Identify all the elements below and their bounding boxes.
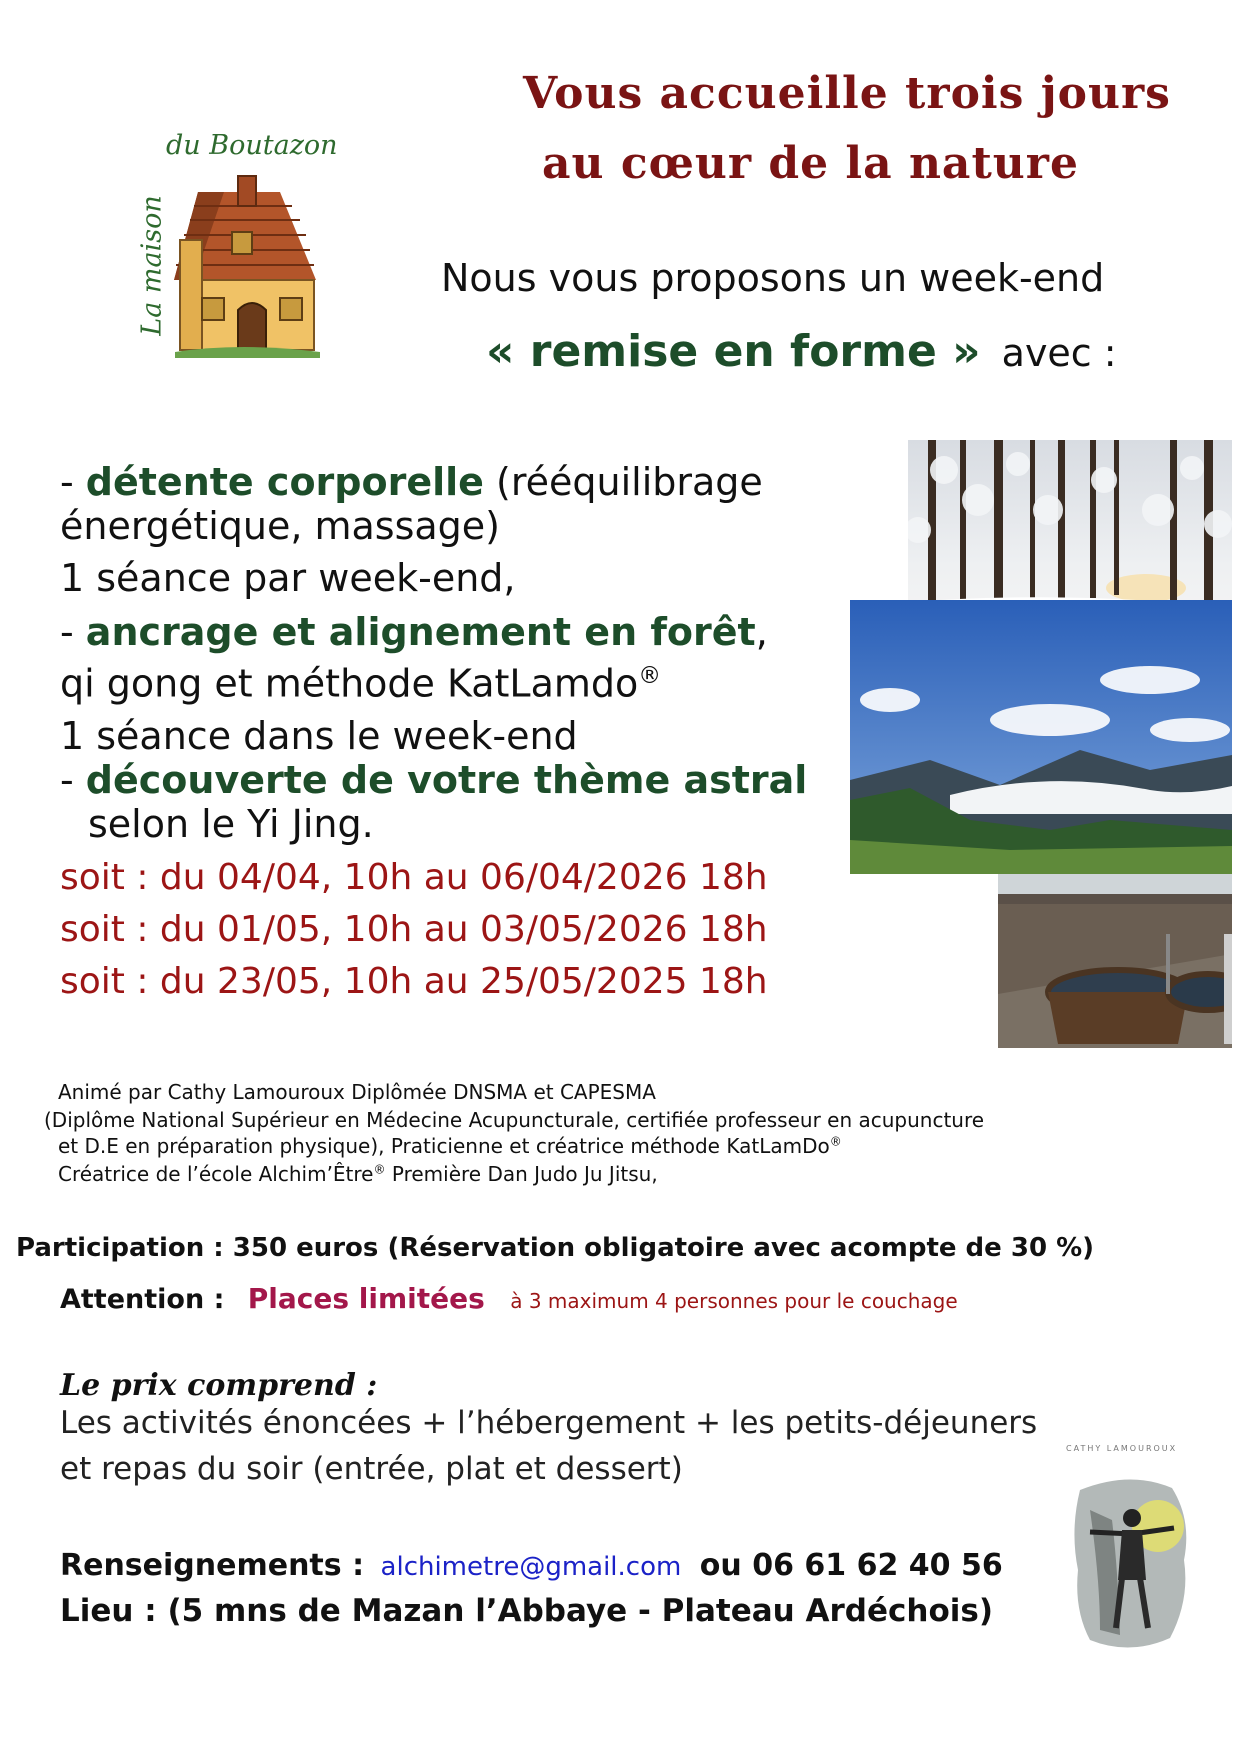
photo-snowy-forest — [908, 440, 1232, 620]
activity-1-dash: - — [60, 460, 86, 504]
activity-2-rest: , — [755, 610, 768, 654]
registered-mark: ® — [373, 1162, 386, 1177]
photo-wooden-tubs — [998, 874, 1232, 1048]
activity-2-line2: qi gong et méthode KatLamdo — [60, 661, 639, 706]
remise-en-forme-title: « remise en forme » — [486, 326, 981, 377]
intro-text: Nous vous proposons un week-end — [441, 256, 1105, 300]
participation-text: Participation : 350 euros (Réservation obligatoire avec acompte de 30 %) — [16, 1233, 1095, 1263]
activity-1-rest: (rééquilibrage — [483, 460, 763, 504]
registered-mark: ® — [829, 1134, 842, 1149]
attention-line — [60, 1282, 958, 1315]
logo-side-text: La maison — [136, 195, 168, 336]
activity-2-dash: - — [60, 610, 86, 654]
header-line-2: au cœur de la nature — [542, 138, 1079, 189]
prix-line-1: Les activités énoncées + l’hébergement + les petits-déjeuners — [60, 1405, 1038, 1441]
activity-3-line2: selon le Yi Jing. — [88, 802, 374, 846]
figure-icon — [1060, 1460, 1200, 1660]
avec-text: avec : — [1001, 331, 1117, 375]
activity-2 — [60, 610, 768, 758]
places-detail: à 3 maximum 4 personnes pour le couchage — [510, 1289, 958, 1313]
activity-2-title: ancrage et alignement en forêt — [85, 610, 756, 654]
prix-line-2: et repas du soir (entrée, plat et dessert) — [60, 1451, 683, 1487]
photo-mountain-landscape — [850, 600, 1232, 874]
activity-3-title: découverte de votre thème astral — [85, 758, 808, 802]
animator-line-4 — [58, 1162, 658, 1186]
logo-cathy-lamouroux — [1060, 1440, 1200, 1670]
phone-number: ou 06 61 62 40 56 — [699, 1548, 1003, 1583]
attention-label: Attention : — [60, 1284, 225, 1315]
activity-2-line3: 1 séance dans le week-end — [60, 713, 578, 758]
animator-line-4a: Créatrice de l’école Alchim’Être — [58, 1162, 374, 1186]
animator-line-3 — [58, 1134, 842, 1158]
contact-line — [60, 1548, 1003, 1583]
remise-line — [486, 326, 1117, 377]
logo-top-text: du Boutazon — [166, 130, 338, 161]
email-link[interactable]: alchimetre@gmail.com — [380, 1552, 682, 1582]
date-2: soit : du 01/05, 10h au 03/05/2026 18h — [60, 909, 768, 950]
header-line-1: Vous accueille trois jours — [523, 68, 1171, 119]
prix-title: Le prix comprend : — [60, 1368, 378, 1403]
animator-line-2: (Diplôme National Supérieur en Médecine Acupuncturale, certifiée professeur en acupuncture — [44, 1108, 985, 1132]
activity-1 — [60, 460, 763, 600]
logo-caption: CATHY LAMOUROUX — [1066, 1444, 1178, 1453]
contact-label: Renseignements : — [60, 1548, 365, 1583]
activity-3-dash: - — [60, 758, 86, 802]
date-1: soit : du 04/04, 10h au 06/04/2026 18h — [60, 857, 768, 898]
activity-3 — [60, 758, 807, 846]
date-3: soit : du 23/05, 10h au 25/05/2025 18h — [60, 961, 768, 1002]
activity-1-line3: 1 séance par week-end, — [60, 556, 516, 600]
animator-line-1: Animé par Cathy Lamouroux Diplômée DNSMA et CAPESMA — [58, 1080, 656, 1104]
logo-maison-boutazon — [120, 130, 350, 360]
registered-mark: ® — [638, 663, 662, 689]
places-limitees: Places limitées — [247, 1282, 485, 1315]
lieu-text: Lieu : (5 mns de Mazan l’Abbaye - Plateau Ardéchois) — [60, 1593, 993, 1629]
activity-1-line2: énergétique, massage) — [60, 504, 501, 548]
animator-line-3-text: et D.E en préparation physique), Praticienne et créatrice méthode KatLamDo — [58, 1134, 830, 1158]
activity-1-title: détente corporelle — [85, 460, 484, 504]
animator-line-4b: Première Dan Judo Ju Jitsu, — [385, 1162, 658, 1186]
